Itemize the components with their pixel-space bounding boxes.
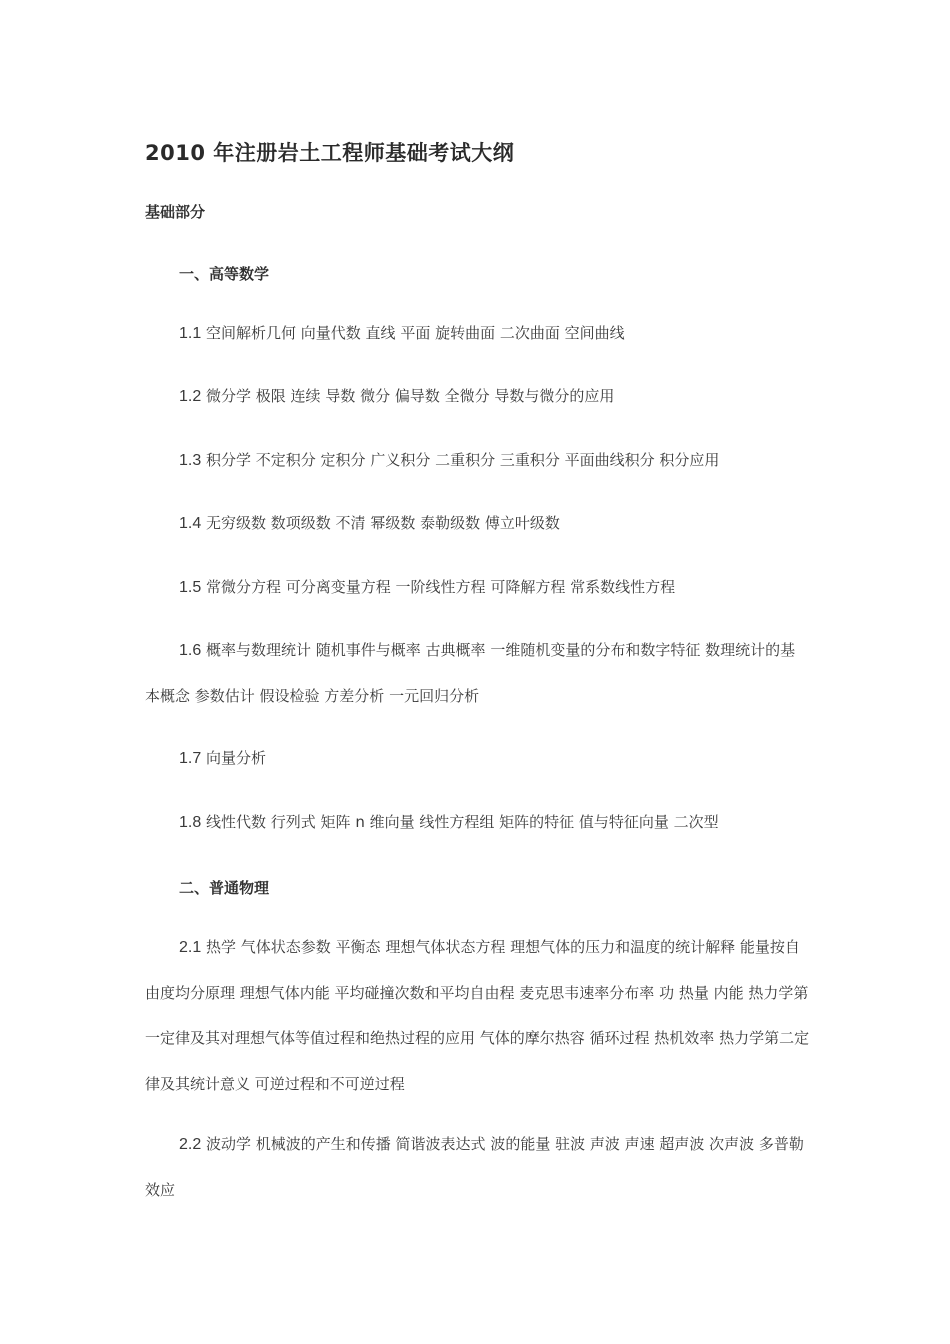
list-item bbox=[145, 311, 810, 357]
item-text: 微分学 极限 连续 导数 微分 偏导数 全微分 导数与微分的应用 bbox=[201, 387, 615, 405]
list-item bbox=[145, 374, 810, 420]
part-heading: 基础部分 bbox=[145, 203, 206, 221]
list-item bbox=[145, 565, 810, 611]
item-number: 1.4 bbox=[179, 515, 202, 532]
item-text: 线性代数 行列式 矩阵 n 维向量 线性方程组 矩阵的特征 值与特征向量 二次型 bbox=[201, 813, 719, 831]
item-text: 空间解析几何 向量代数 直线 平面 旋转曲面 二次曲面 空间曲线 bbox=[201, 324, 625, 342]
list-item bbox=[145, 1122, 810, 1213]
section-heading-physics: 二、普通物理 bbox=[179, 879, 270, 897]
item-number: 1.7 bbox=[179, 750, 202, 767]
item-text: 积分学 不定积分 定积分 广义积分 二重积分 三重积分 平面曲线积分 积分应用 bbox=[201, 451, 720, 469]
item-text: 热学 气体状态参数 平衡态 理想气体状态方程 理想气体的压力和温度的统计解释 能量按自由度均分原理 理想气体内能 平均碰撞次数和平均自由程 麦克思韦速率分布率 功 热量 内能 热力学第一定律及其对理想气体等值过程和绝热过程的应用 气体的摩尔热容 循环过程 热机效率 热力学第二定律及其统计意义 可逆过程和不可逆过程 bbox=[145, 938, 810, 1093]
item-text: 波动学 机械波的产生和传播 简谐波表达式 波的能量 驻波 声波 声速 超声波 次声波 多普勒效应 bbox=[145, 1135, 804, 1199]
document-title: 2010 年注册岩土工程师基础考试大纲 bbox=[145, 141, 515, 165]
list-item bbox=[145, 925, 810, 1107]
item-number: 1.6 bbox=[179, 642, 202, 659]
item-text: 无穷级数 数项级数 不清 幂级数 泰勒级数 傅立叶级数 bbox=[201, 514, 560, 532]
item-number: 2.1 bbox=[179, 939, 202, 956]
item-number: 1.5 bbox=[179, 579, 202, 596]
item-number: 1.3 bbox=[179, 452, 202, 469]
item-text: 常微分方程 可分离变量方程 一阶线性方程 可降解方程 常系数线性方程 bbox=[201, 578, 676, 596]
item-text: 概率与数理统计 随机事件与概率 古典概率 一维随机变量的分布和数字特征 数理统计的基本概念 参数估计 假设检验 方差分析 一元回归分析 bbox=[145, 641, 796, 705]
section-heading-math: 一、高等数学 bbox=[179, 265, 270, 283]
item-text: 向量分析 bbox=[201, 749, 267, 767]
item-number: 1.8 bbox=[179, 814, 202, 831]
list-item bbox=[145, 800, 810, 846]
list-item bbox=[145, 501, 810, 547]
item-number: 1.1 bbox=[179, 325, 202, 342]
item-number: 1.2 bbox=[179, 388, 202, 405]
list-item bbox=[145, 438, 810, 484]
list-item bbox=[145, 736, 810, 782]
list-item bbox=[145, 628, 810, 719]
item-number: 2.2 bbox=[179, 1136, 202, 1153]
